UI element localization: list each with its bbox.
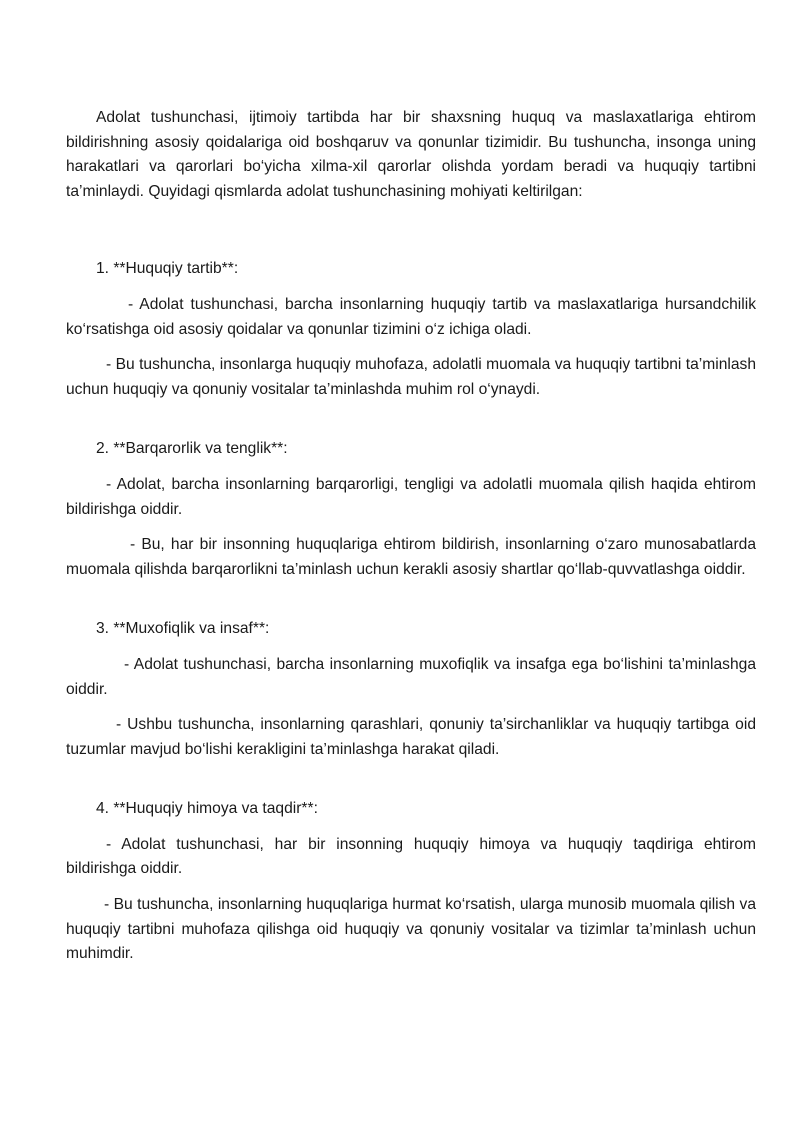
section-3 [66,617,756,762]
section-1 [66,257,756,402]
section-point: - Adolat tushunchasi, har bir insonning huquqiy himoya va huquqiy taqdiriga ehtirom bildirishga oiddir. [66,835,756,878]
document-page [66,106,756,967]
intro-paragraph: Adolat tushunchasi, ijtimoiy tartibda har bir shaxsning huquq va maslaxatlariga ehtirom bildirishning asosiy qoidalariga oid boshqaruv va qonunlar tizimidir. Bu tushuncha, insonga uning harakatlari va qarorlari bo‘yicha xilma-xil qarorlar olishda yordam beradi va huquqiy tartibni ta’minlaydi. Quyidagi qismlarda adolat tushunchasining mohiyati keltirilgan: [66,109,756,200]
section-heading: 3. **Muxofiqlik va insaf**: [96,620,270,638]
section-point: - Adolat, barcha insonlarning barqarorligi, tengligi va adolatli muomala qilish haqida ehtirom bildirishga oiddir. [66,475,756,518]
section-2 [66,437,756,582]
section-heading: 1. **Huquqiy tartib**: [96,260,239,278]
section-heading: 4. **Huquqiy himoya va taqdir**: [96,800,318,818]
section-point: - Bu tushuncha, insonlarga huquqiy muhofaza, adolatli muomala va huquqiy tartibni ta’minlash uchun huquqiy va qonuniy vositalar ta’minlashda muhim rol o‘ynaydi. [66,356,756,398]
section-point: - Adolat tushunchasi, barcha insonlarning huquqiy tartib va maslaxatlariga hursandchilik ko‘rsatishga oid asosiy qoidalar va qonunlar tizimini o‘z ichiga oladi. [66,295,756,338]
section-point: - Bu tushuncha, insonlarning huquqlariga hurmat ko‘rsatish, ularga munosib muomala qilish va huquqiy tartibni muhofaza qilishga oid huquqiy va qonuniy vositalar va tizimlar ta’minlash uchun muhimdir. [66,896,756,963]
section-heading: 2. **Barqarorlik va tenglik**: [96,440,288,458]
section-point: - Bu, har bir insonning huquqlariga ehtirom bildirish, insonlarning o‘zaro munosabatlarda muomala qilishda barqarorlikni ta’minlash uchun kerakli asosiy shartlar qo‘llab-quvvatlashga oiddir. [66,536,756,578]
section-point: - Ushbu tushuncha, insonlarning qarashlari, qonuniy ta’sirchanliklar va huquqiy tartibga oid tuzumlar mavjud bo‘lishi kerakligini ta’minlashga harakat qiladi. [66,716,756,758]
section-point: - Adolat tushunchasi, barcha insonlarning muxofiqlik va insafga ega bo‘lishini ta’minlashga oiddir. [66,655,756,698]
section-4 [66,797,756,967]
